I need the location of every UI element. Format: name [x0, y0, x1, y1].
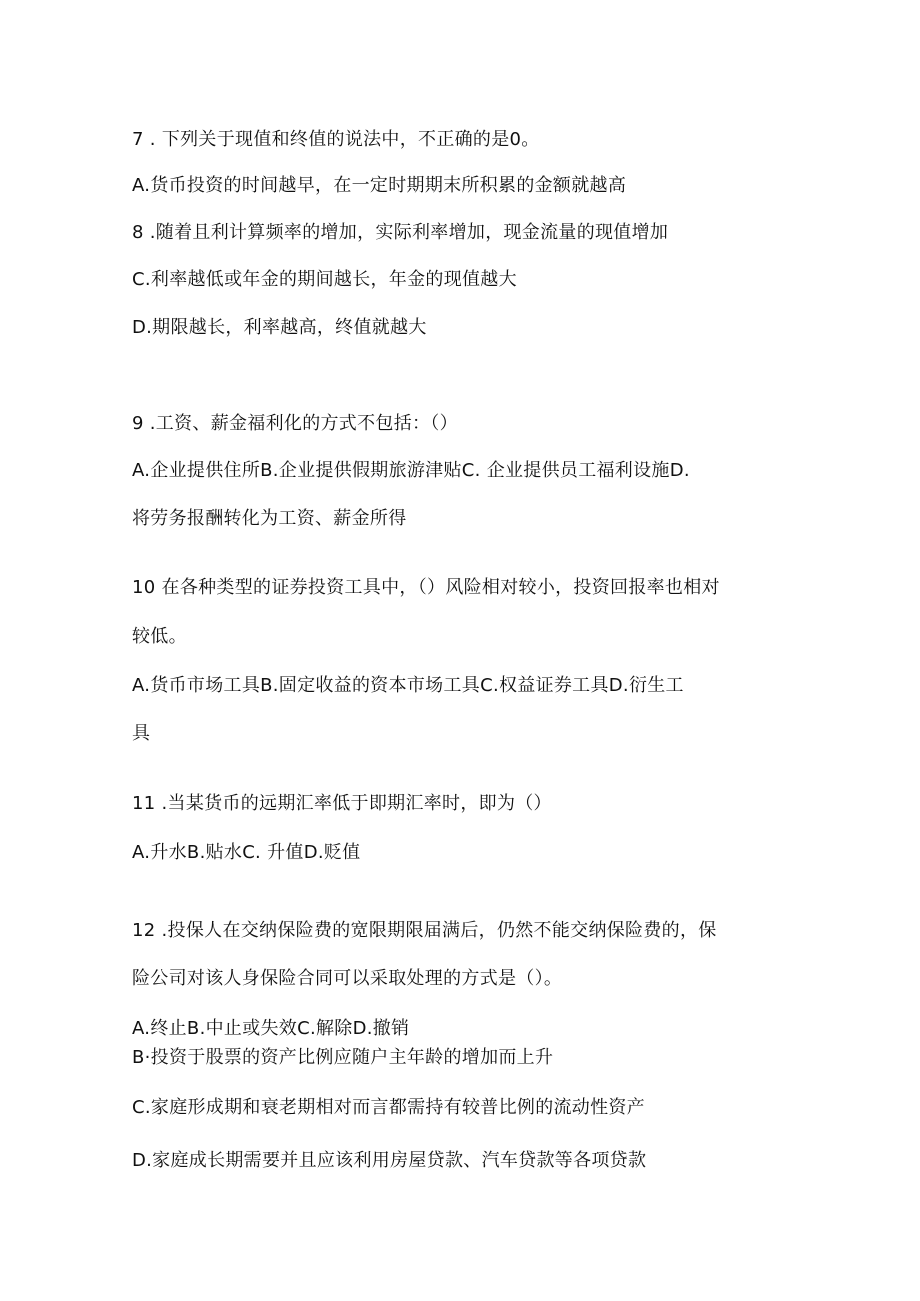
question-7-stem: 7 . 下列关于现值和终值的说法中，不正确的是0。	[132, 129, 540, 150]
question-11-stem: 11 .当某货币的远期汇率低于即期汇率时，即为（）	[132, 793, 552, 814]
option-d-line: D.期限越长，利率越高，终值就越大	[132, 317, 427, 338]
question-12-stem-cont: 险公司对该人身保险合同可以采取处理的方式是（）。	[132, 968, 563, 989]
question-7-option-a: A.货币投资的时间越早，在一定时期期末所积累的金额就越高	[132, 175, 627, 196]
option-c-family-line: C.家庭形成期和衰老期相对而言都需持有较普比例的流动性资产	[132, 1097, 645, 1118]
question-10-stem: 10 在各种类型的证券投资工具中，（）风险相对较小，投资回报率也相对	[132, 577, 720, 598]
question-10-options-cont: 具	[132, 723, 151, 744]
question-9-stem: 9 .工资、薪金福利化的方式不包括：（）	[132, 413, 458, 434]
question-8-line: 8 .随着且利计算频率的增加，实际利率增加，现金流量的现值增加	[132, 222, 669, 243]
question-11-options: A.升水B.贴水C. 升值D.贬值	[132, 842, 361, 863]
question-9-options: A.企业提供住所B.企业提供假期旅游津贴C. 企业提供员工福利设施D.	[132, 460, 690, 481]
option-b-line: B·投资于股票的资产比例应随户主年龄的增加而上升	[132, 1047, 554, 1068]
option-c-line: C.利率越低或年金的期间越长，年金的现值越大	[132, 269, 517, 290]
question-10-stem-cont: 较低。	[132, 626, 187, 647]
question-12-options: A.终止B.中止或失效C.解除D.撤销	[132, 1018, 410, 1039]
question-10-options: A.货币市场工具B.固定收益的资本市场工具C.权益证券工具D.衍生工	[132, 675, 684, 696]
question-12-stem: 12 .投保人在交纳保险费的宽限期限届满后，仍然不能交纳保险费的，保	[132, 920, 717, 941]
option-d-family-line: D.家庭成长期需要并且应该利用房屋贷款、汽车贷款等各项贷款	[132, 1150, 647, 1171]
question-9-options-cont: 将劳务报酬转化为工资、薪金所得	[132, 508, 407, 529]
